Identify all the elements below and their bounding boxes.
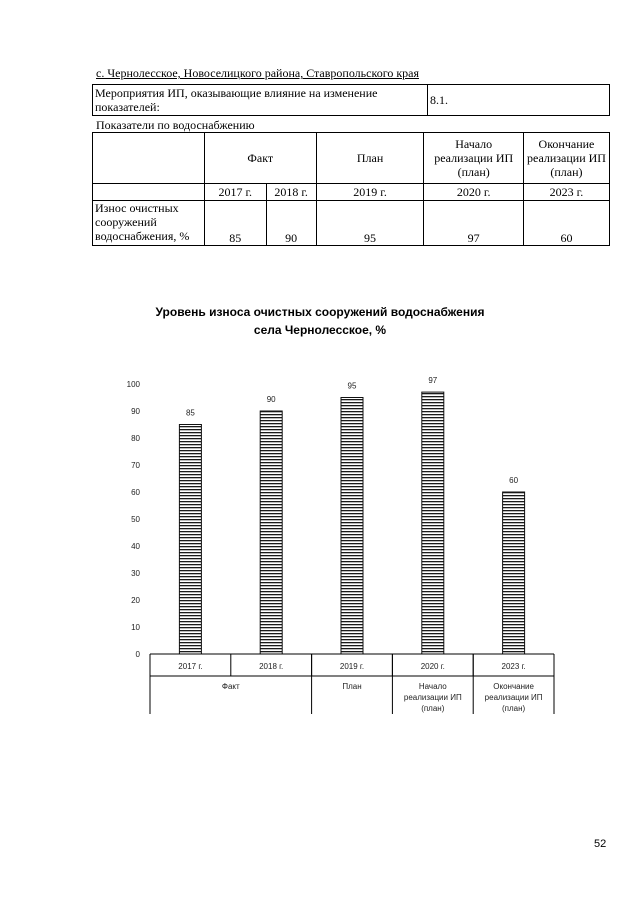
group-header-start: Начало реализации ИП (план) bbox=[424, 133, 523, 184]
group-header-plan: План bbox=[316, 133, 424, 184]
document-heading: с. Чернолесское, Новоселицкого района, Ставропольского края bbox=[96, 66, 419, 80]
row-label: Износ очистных сооружений водоснабжения, % bbox=[93, 201, 205, 246]
y-tick-label: 80 bbox=[131, 434, 140, 443]
y-tick-label: 100 bbox=[126, 380, 140, 389]
year-cell: 2018 г. bbox=[266, 184, 316, 201]
y-tick-label: 20 bbox=[131, 596, 140, 605]
year-cell: 2019 г. bbox=[316, 184, 424, 201]
indicators-caption: Показатели по водоснабжению bbox=[96, 118, 255, 132]
bar bbox=[260, 411, 282, 654]
group-label: Факт bbox=[221, 682, 240, 691]
y-tick-label: 30 bbox=[131, 569, 140, 578]
bar bbox=[503, 492, 525, 654]
group-header-end: Окончание реализации ИП (план) bbox=[523, 133, 609, 184]
value-cell: 97 bbox=[424, 201, 523, 246]
bar bbox=[179, 425, 201, 655]
measures-value: 8.1. bbox=[428, 85, 610, 116]
group-label: План bbox=[342, 682, 362, 691]
x-tick-label: 2018 г. bbox=[259, 662, 284, 671]
bar-data-label: 95 bbox=[347, 381, 357, 391]
x-tick-label: 2017 г. bbox=[178, 662, 203, 671]
group-header-fact: Факт bbox=[204, 133, 316, 184]
y-tick-label: 0 bbox=[135, 650, 140, 659]
value-cell: 95 bbox=[316, 201, 424, 246]
x-tick-label: 2023 г. bbox=[501, 662, 526, 671]
group-label: Начало реализации ИП (план) bbox=[403, 682, 462, 713]
year-cell: 2017 г. bbox=[204, 184, 266, 201]
y-tick-label: 90 bbox=[131, 407, 140, 416]
chart-title: Уровень износа очистных сооружений водоснабжения села Чернолесское, % bbox=[155, 305, 485, 337]
year-cell: 2023 г. bbox=[523, 184, 609, 201]
x-tick-label: 2019 г. bbox=[339, 662, 365, 671]
y-tick-label: 50 bbox=[131, 515, 140, 524]
bar-data-label: 97 bbox=[428, 376, 438, 386]
year-cell: 2020 г. bbox=[424, 184, 523, 201]
value-cell: 90 bbox=[266, 201, 316, 246]
bar bbox=[422, 392, 444, 654]
y-tick-label: 40 bbox=[131, 542, 140, 551]
bar-data-label: 90 bbox=[266, 395, 276, 404]
value-cell: 60 bbox=[523, 201, 609, 246]
bar-data-label: 85 bbox=[185, 408, 195, 418]
x-tick-label: 2020 г. bbox=[420, 662, 445, 671]
measures-label: Мероприятия ИП, оказывающие влияние на изменение показателей: bbox=[93, 85, 428, 116]
bar-data-label: 60 bbox=[509, 476, 519, 485]
value-cell: 85 bbox=[204, 201, 266, 246]
y-tick-label: 60 bbox=[131, 488, 140, 497]
group-label: Окончание реализации ИП (план) bbox=[484, 682, 543, 713]
y-tick-label: 10 bbox=[131, 623, 140, 632]
page-number: 52 bbox=[594, 838, 607, 850]
bar bbox=[341, 398, 363, 655]
y-tick-label: 70 bbox=[131, 461, 140, 470]
